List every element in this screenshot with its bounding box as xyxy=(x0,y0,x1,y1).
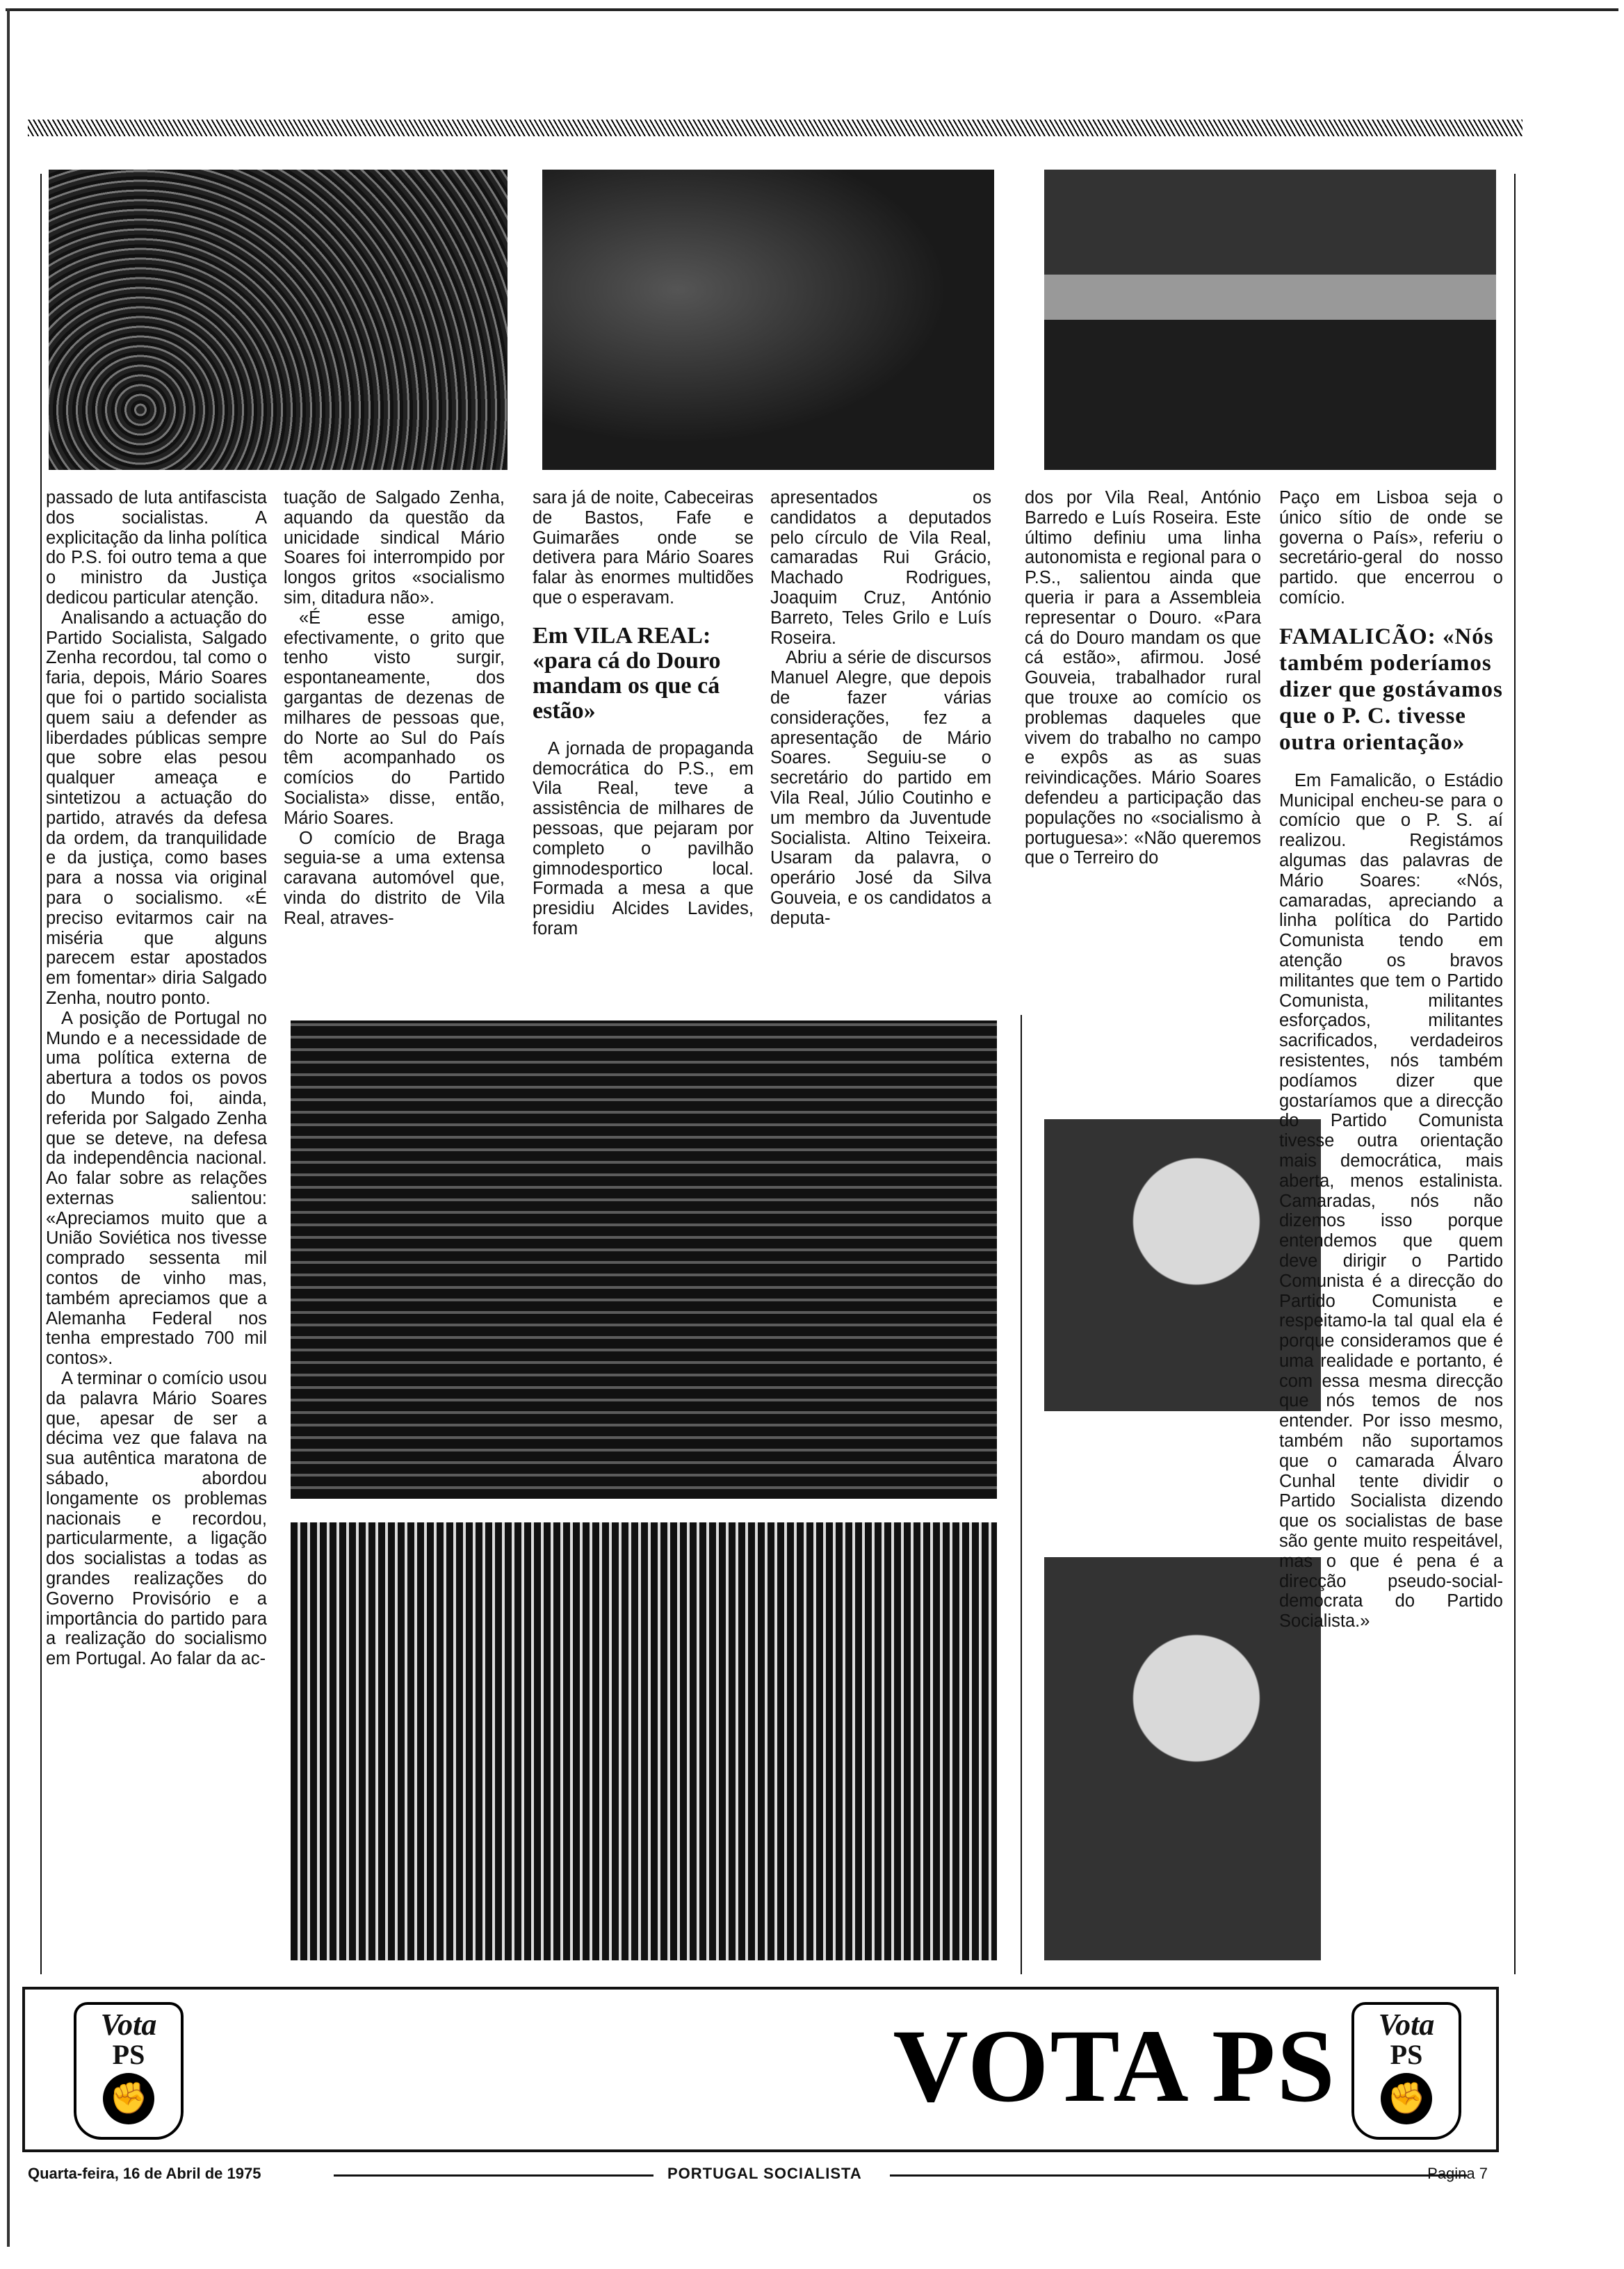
photo-stage-table xyxy=(1044,170,1496,470)
logo-ps-text: PS xyxy=(112,2039,145,2070)
vota-ps-headline: VOTA PS xyxy=(893,2008,1336,2124)
page-footer xyxy=(28,2165,1488,2186)
fist-rose-icon: ✊ xyxy=(103,2073,154,2124)
section-heading-famalicao: FAMALICÃO: «Nós também poderíamos dizer que gostávamos que o P. C. tivesse outra orientação» xyxy=(1279,624,1503,755)
column-rule xyxy=(1514,174,1516,1974)
paragraph: Em Famalicão, o Estádio Municipal encheu-se para o comício que o P. S. aí realizou. Registámos algumas das palavras de Mário Soares: «Nós, camaradas, apreciando a linha política do Partido Comunista tendo em atenção os bravos militantes que tem o Partido Comunista, militantes esforçados, militantes sacrificados, verdadeiros resistentes, nós também podíamos dizer que gostaríamos que a direcção do Partido Comunista tivesse outra orientação mais democrática, mais aberta, menos estalinista. Camaradas, nós não dizemos isso porque entendemos que quem deve dirigir o Partido Comunista é a direcção do Partido Comunista e respeitamo-la tal qual ela é porque consideramos que é uma realidade e portanto, é com essa mesma direcção que nós temos de nos entender. Por isso mesmo, também não suportamos que o camarada Álvaro Cunhal tente dividir o Partido Socialista dizendo que os socialistas de base são gente muito respeitável, mas o que é pena é a direcção pseudo-social-democrata do Partido Socialista.» xyxy=(1279,770,1503,1632)
ps-party-logo xyxy=(1351,2002,1461,2140)
photo-theatre-crowd xyxy=(291,1020,997,1499)
paragraph: Abriu a série de discursos Manuel Alegre, que depois de fazer várias considerações, fez a apresentação de Mário Soares. Seguiu-se o secretário do partido em Vila Real, Júlio Coutinho e um membro da Juventude Socialista. Altino Teixeira. Usaram da palavra, o operário José da Silva Gouveia, e os candidatos a deputa- xyxy=(770,648,991,928)
paragraph: A jornada de propaganda democrática do P.S., em Vila Real, teve a assistência de milhares de pessoas, que pejaram por completo o pavilhão gimnodesportico local. Formada a mesa a que presidiu Alcides Lavides, foram xyxy=(533,738,754,938)
page-number: Pagina 7 xyxy=(1427,2165,1488,2182)
logo-vota-text: Vota xyxy=(100,2008,157,2042)
paragraph: «É esse amigo, efectivamente, o grito que tenho visto surgir, espontaneamente, dos gargantas de dezenas de milhares de pessoas que, do Norte ao Sul do País têm acompanhado os comícios do Partido Socialista» disse, então, Mário Soares. xyxy=(284,608,505,828)
vota-ps-advert xyxy=(22,1987,1499,2152)
publication-name: PORTUGAL SOCIALISTA xyxy=(667,2165,862,2182)
top-border xyxy=(6,8,1618,11)
paragraph: O comício de Braga seguia-se a uma extensa caravana automóvel que, vinda do distrito de Vila Real, atraves- xyxy=(284,828,505,928)
article-column-2 xyxy=(284,488,505,929)
column-rule xyxy=(40,174,42,1974)
paragraph: A terminar o comício usou da palavra Mário Soares que, apesar de ser a décima vez que falava na sua autêntica maratona de sábado, abordou longamente os problemas nacionais e recordou, particularmente, a ligação dos socialistas a todas as grandes realizações do Governo Provisório e a importância do partido para a realização do socialismo em Portugal. Ao falar da ac- xyxy=(46,1369,267,1669)
paragraph: A posição de Portugal no Mundo e a necessidade de uma política externa de abertura a todos os povos do Mundo foi, ainda, referida por Salgado Zenha que se deteve, na defesa da independência nacional. Ao falar sobre as relações externas salientou: «Apreciamos muito que a União Soviética nos tivesse comprado sessenta mil contos de vinho mas, também apreciamos que a Alemanha Federal nos tenha emprestado 700 mil contos». xyxy=(46,1008,267,1369)
photo-speaker-outdoor xyxy=(542,170,994,470)
paragraph: Paço em Lisboa seja o único sítio de onde se governa o País», referiu o secretário-geral do nosso partido. que encerrou o comício. xyxy=(1279,488,1503,608)
issue-date: Quarta-feira, 16 de Abril de 1975 xyxy=(28,2165,261,2182)
paragraph: dos por Vila Real, António Barredo e Luís Roseira. Este último definiu uma linha autonomista e regional para o P.S., salientou ainda que queria ir para a Assembleia representar o Douro. «Para cá do Douro mandam os que cá estão», afirmou. José Gouveia, trabalhador rural que trouxe ao comício os problemas daqueles que vivem do trabalho no campo e expôs as as suas reivindicações. Mário Soares defendeu a participação das populações no «socialismo à portuguesa»: «Não queremos que o Terreiro do xyxy=(1025,488,1261,868)
article-column-6 xyxy=(1279,488,1503,1632)
left-border xyxy=(7,8,10,2247)
footer-rule xyxy=(890,2174,1467,2177)
article-column-1 xyxy=(46,488,267,1669)
article-column-3 xyxy=(533,488,754,939)
ps-party-logo xyxy=(74,2002,184,2140)
footer-rule xyxy=(334,2174,653,2177)
photo-rally-crowd xyxy=(49,170,508,470)
paragraph: sara já de noite, Cabeceiras de Bastos, Fafe e Guimarães onde se detivera para Mário Soares falar às enormes multidões que o esperavam. xyxy=(533,488,754,608)
paragraph: Analisando a actuação do Partido Socialista, Salgado Zenha recordou, tal como o faria, depois, Mário Soares que foi o partido socialista quem saiu a defender as liberdades públicas sempre que sobre elas pesou qualquer ameaça e sintetizou a actuação do partido, através da defesa da ordem, da tranquilidade e da justiça, como bases para a nossa via original para o socialismo. «É preciso evitarmos cair na miséria que alguns parecem estar apostados em fomentar» diria Salgado Zenha, noutro ponto. xyxy=(46,608,267,1008)
photo-stadium xyxy=(291,1522,997,1960)
article-column-5 xyxy=(1025,488,1261,868)
paragraph: passado de luta antifascista dos socialistas. A explicitação da linha política do P.S. foi outro tema a que o ministro da Justiça dedicou particular atenção. xyxy=(46,488,267,608)
paragraph: apresentados os candidatos a deputados pelo círculo de Vila Real, camaradas Rui Grácio, Machado Rodrigues, Joaquim Cruz, António Barreto, Teles Grilo e Luís Roseira. xyxy=(770,488,991,648)
logo-ps-text: PS xyxy=(1390,2039,1423,2070)
fist-rose-icon: ✊ xyxy=(1381,2073,1432,2124)
paragraph: tuação de Salgado Zenha, aquando da questão da unicidade sindical Mário Soares foi interrompido por longos gritos «socialismo sim, ditadura não». xyxy=(284,488,505,608)
logo-vota-text: Vota xyxy=(1378,2008,1435,2042)
column-rule xyxy=(1021,1015,1022,1974)
header-hatch-band xyxy=(28,120,1522,136)
article-column-4 xyxy=(770,488,991,929)
section-heading-vila-real: Em VILA REAL: «para cá do Douro mandam os que cá estão» xyxy=(533,622,721,724)
